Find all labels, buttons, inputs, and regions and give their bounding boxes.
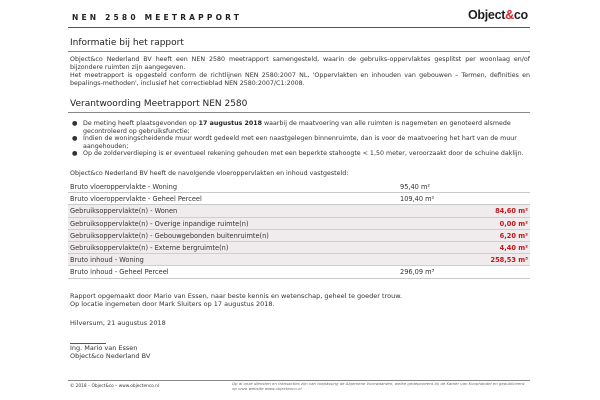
row-label: Bruto inhoud - Woning	[70, 256, 144, 265]
company-logo	[468, 8, 528, 22]
info-paragraph-2: Het meetrapport is opgesteld conform de richtlijnen NEN 2580:2007 NL, 'Oppervlakten en inhouden van gebouwen – Termen, definities en bepalings-methoden', inclusief het correctieblad NEN 2580:2007/C1:2008.	[70, 72, 530, 87]
row-value: 95,40 m²	[400, 183, 431, 191]
report-title: NEN 2580 MEETRAPPORT	[72, 13, 243, 22]
row-value: 258,53 m³	[490, 256, 528, 265]
table-row	[68, 181, 530, 193]
table-row	[68, 242, 530, 254]
signer-company: Object&co Nederland BV	[70, 352, 151, 360]
section-divider-accountability	[68, 112, 530, 113]
logo-text-main: Object	[468, 8, 506, 22]
bullet-icon: ●	[72, 135, 78, 143]
table-row	[68, 205, 530, 217]
info-paragraph-1: Object&co Nederland BV heeft een NEN 2580 meetrapport samengesteld, waarin de gebruiks-oppervlaktes gesplitst per woonlaag en/of bijzondere ruimten zijn aangegeven.	[70, 56, 530, 71]
row-value: 0,00 m²	[499, 219, 528, 228]
accountability-list	[70, 120, 530, 158]
place-date: Hilversum, 21 augustus 2018	[70, 319, 166, 327]
row-value: 109,40 m²	[400, 195, 435, 204]
bullet-icon: ●	[72, 120, 78, 127]
signer-name: Ing. Mario van Essen	[70, 344, 138, 352]
row-label: Gebruiksoppervlakte(n) - Wonen	[70, 207, 178, 216]
list-item: ● De meting heeft plaatsgevonden op 17 augustus 2018 waarbij de maatvoering van alle ruimten is nagemeten en genoteerd alsmede gecontroleerd op gebruiksfunctie;	[72, 120, 511, 135]
table-row	[68, 254, 530, 266]
row-value: 84,60 m²	[495, 207, 528, 216]
table-row	[68, 230, 530, 242]
table-intro: Object&co Nederland BV heeft de navolgende vloeroppervlakten en inhoud vastgesteld:	[70, 170, 349, 177]
bullet-icon: ●	[72, 150, 78, 158]
footer-disclaimer: Op al onze diensten en transacties zijn van toepassing de Algemene Voorwaarden, welke gedeponeerd bij de Kamer van Koophandel en gepubliceerd op onze website www.objectenco.nl	[232, 381, 525, 391]
logo-ampersand: &	[505, 8, 514, 22]
row-value: 296,09 m³	[400, 268, 435, 277]
row-label: Bruto inhoud - Geheel Perceel	[70, 268, 169, 277]
row-label: Bruto vloeroppervlakte - Geheel Perceel	[70, 195, 202, 204]
row-label: Gebruiksoppervlakte(n) - Overige inpandige ruimte(n)	[70, 219, 249, 228]
row-label: Bruto vloeroppervlakte - Woning	[70, 183, 178, 191]
measurement-table	[68, 181, 530, 279]
section-heading-info: Informatie bij het rapport	[70, 38, 184, 48]
header-divider	[68, 27, 530, 28]
footer-copyright: © 2018 – Object&co – www.objectenco.nl	[70, 384, 160, 389]
section-heading-accountability: Verantwoording Meetrapport NEN 2580	[70, 99, 248, 109]
logo-text-end: co	[513, 8, 528, 22]
closing-line-1: Rapport opgemaakt door Mario van Essen, naar beste kennis en wetenschap, geheel te goeder trouw.	[70, 292, 402, 300]
row-label: Gebruiksoppervlakte(n) - Externe bergruimte(n)	[70, 243, 229, 252]
list-item: ● Op de zolderverdieping is er eventueel rekening gehouden met een beperkte stahoogte < 1,50 meter, veroorzaakt door de schuine daklijn.	[72, 150, 524, 158]
list-item: ● Indien de woningscheidende muur wordt gedeeld met een naastgelegen binnenruimte, dan is voor de maatvoering het hart van de muur aangehouden;	[72, 135, 517, 150]
row-value: 6,20 m²	[499, 231, 528, 240]
table-row	[68, 266, 530, 278]
closing-line-2: Op locatie ingemeten door Mark Sluiters op 17 augustus 2018.	[70, 300, 275, 308]
table-row	[68, 193, 530, 205]
row-label: Gebruiksoppervlakte(n) - Gebouwgebonden buitenruimte(n)	[70, 231, 269, 240]
row-value: 4,40 m²	[499, 243, 528, 252]
table-row	[68, 218, 530, 230]
section-divider-info	[68, 51, 530, 52]
